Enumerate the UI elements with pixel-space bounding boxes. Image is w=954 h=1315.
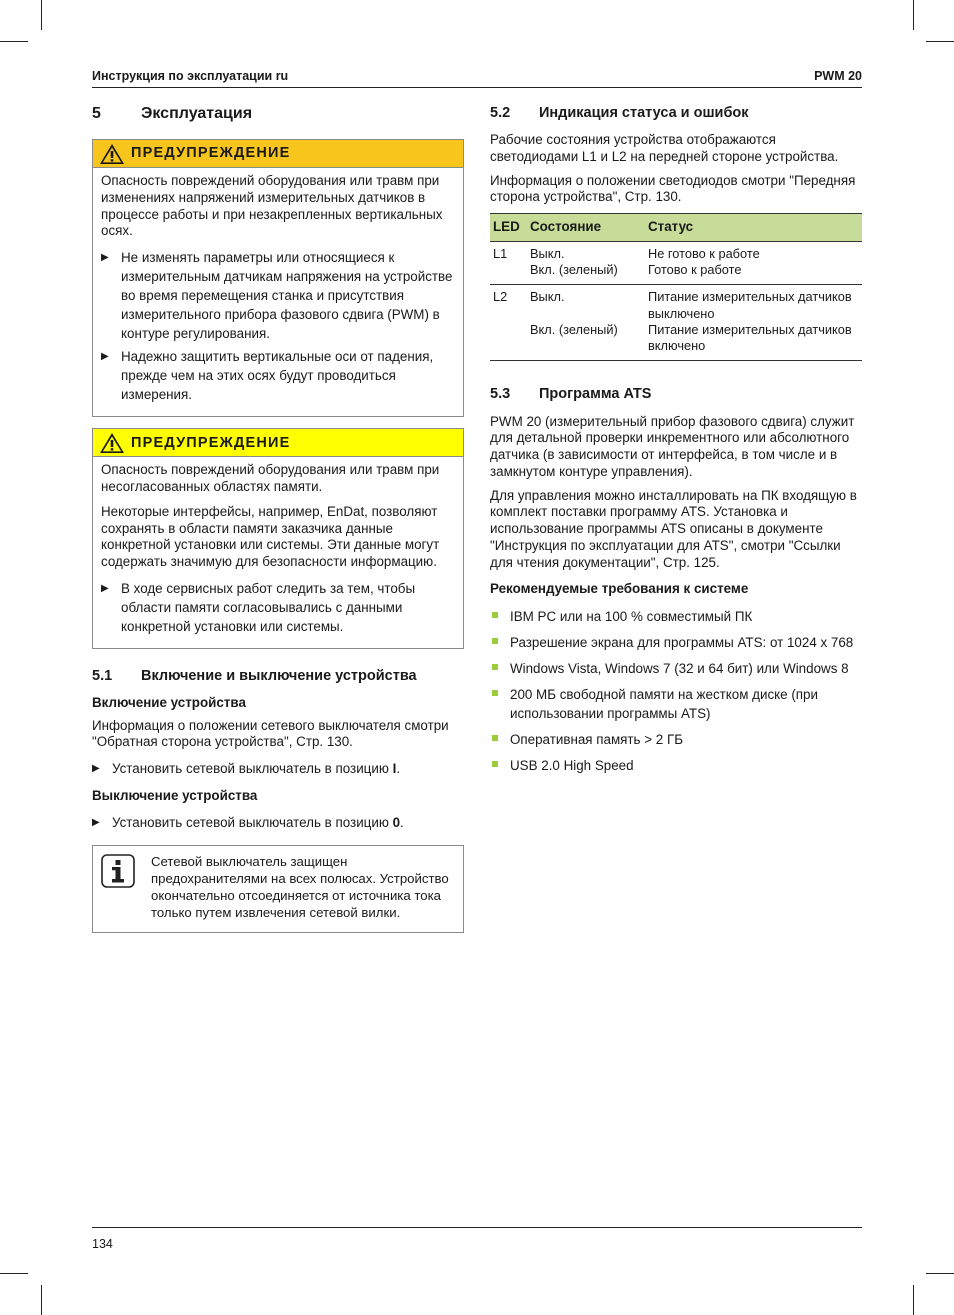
action-arrow-icon: ▶ bbox=[101, 582, 109, 594]
bullet-icon bbox=[490, 659, 510, 678]
page-number: 134 bbox=[92, 1237, 113, 1251]
crop-mark bbox=[41, 0, 42, 30]
crop-mark bbox=[926, 1273, 954, 1274]
warning-title: ПРЕДУПРЕЖДЕНИЕ bbox=[131, 434, 291, 451]
warning-header bbox=[93, 429, 463, 457]
status-cell: Питание измерительных датчиков выключено Питание измерительных датчиков включено bbox=[645, 285, 862, 361]
action-arrow-icon: ▶ bbox=[101, 351, 109, 363]
action-item bbox=[101, 579, 454, 636]
action-item bbox=[92, 815, 464, 832]
warning-box bbox=[92, 139, 464, 417]
list-item bbox=[490, 607, 862, 626]
header-product-name: PWM 20 bbox=[814, 69, 862, 83]
section-number: 5.1 bbox=[92, 667, 113, 684]
section-title: Программа ATS bbox=[539, 386, 652, 403]
section-5-heading bbox=[92, 104, 464, 124]
crop-mark bbox=[926, 41, 954, 42]
crop-mark bbox=[913, 1285, 914, 1315]
section-number: 5.3 bbox=[490, 386, 511, 403]
warning-box bbox=[92, 428, 464, 649]
action-arrow-icon: ▶ bbox=[92, 763, 100, 775]
list-item bbox=[490, 756, 862, 775]
info-icon bbox=[101, 854, 151, 922]
action-text: Надежно защитить вертикальные оси от падения, прежде чем на этих осях будут проводиться измерения. bbox=[121, 349, 434, 403]
list-item bbox=[490, 633, 862, 652]
action-text: В ходе сервисных работ следить за тем, чтобы области памяти согласовывались с данными конкретной установки или системы. bbox=[121, 580, 416, 634]
action-text: Установить сетевой выключатель в позицию 0. bbox=[112, 814, 404, 830]
switch-position: 0 bbox=[392, 814, 401, 830]
action-text: Установить сетевой выключатель в позицию I. bbox=[112, 761, 401, 777]
led-cell: L2 bbox=[490, 285, 527, 361]
bullet-icon bbox=[490, 685, 510, 723]
paragraph: Для управления можно инсталлировать на ПК входящую в комплект поставки программу ATS. Установка и использование программы ATS описаны в документе "Инструкция по эксплуатации для ATS", смотри "Ссылки для чтения документации", Стр. 125. bbox=[490, 487, 857, 570]
section-title: Эксплуатация bbox=[141, 105, 253, 122]
crop-mark bbox=[41, 1285, 42, 1315]
crop-mark bbox=[913, 0, 914, 30]
action-text: Не изменять параметры или относящиеся к измерительным датчикам напряжения на устройстве во время перемещения станка и присутствия измерительного прибора фазового сдвига (PWM) в контуре регулирования. bbox=[121, 250, 453, 342]
info-text: Сетевой выключатель защищен предохранителями на всех полюсах. Устройство окончательно отсоединяется от источника тока только путем извлечения сетевой вилки. bbox=[151, 854, 449, 921]
warning-text: Опасность повреждений оборудования или травм при изменениях напряжений измерительных датчиков в процессе работы и при незакрепленных вертикальных осях. bbox=[101, 173, 443, 239]
section-number: 5.2 bbox=[490, 105, 511, 121]
bullet-icon bbox=[490, 633, 510, 652]
list-item-text: USB 2.0 High Speed bbox=[510, 758, 634, 774]
page-footer bbox=[92, 1227, 862, 1251]
left-column bbox=[92, 104, 464, 933]
paragraph: Информация о положении сетевого выключателя смотри "Обратная сторона устройства", Стр. 130. bbox=[92, 717, 449, 750]
crop-mark bbox=[0, 1273, 28, 1274]
list-item bbox=[490, 730, 862, 749]
bullet-icon bbox=[490, 756, 510, 775]
list-item-text: Windows Vista, Windows 7 (32 и 64 бит) или Windows 8 bbox=[510, 661, 849, 677]
info-note-box bbox=[92, 845, 464, 933]
led-status-table bbox=[490, 213, 862, 361]
subheading-requirements: Рекомендуемые требования к системе bbox=[490, 581, 749, 597]
state-cell: Выкл. Вкл. (зеленый) bbox=[527, 285, 645, 361]
table-row bbox=[490, 285, 862, 361]
table-header-row bbox=[490, 214, 862, 242]
right-column bbox=[490, 104, 862, 782]
bullet-icon bbox=[490, 607, 510, 626]
warning-triangle-icon bbox=[99, 432, 125, 454]
status-cell: Не готово к работе Готово к работе bbox=[645, 241, 862, 285]
warning-triangle-icon bbox=[99, 143, 125, 165]
bullet-icon bbox=[490, 730, 510, 749]
warning-body bbox=[93, 457, 463, 648]
header-document-title: Инструкция по эксплуатации ru bbox=[92, 69, 289, 83]
led-cell: L1 bbox=[490, 241, 527, 285]
action-arrow-icon: ▶ bbox=[92, 816, 100, 828]
state-cell: Выкл. Вкл. (зеленый) bbox=[527, 241, 645, 285]
section-5-2-heading bbox=[490, 104, 862, 122]
list-item-text: Оперативная память > 2 ГБ bbox=[510, 732, 683, 748]
list-item bbox=[490, 659, 862, 678]
paragraph: Информация о положении светодиодов смотри "Передняя сторона устройства", Стр. 130. bbox=[490, 172, 856, 205]
action-item bbox=[101, 347, 454, 404]
subheading-switch-on: Включение устройства bbox=[92, 694, 246, 710]
section-title: Включение и выключение устройства bbox=[141, 667, 417, 684]
section-number: 5 bbox=[92, 105, 101, 122]
column-header: Состояние bbox=[527, 214, 645, 242]
warning-body bbox=[93, 168, 463, 416]
action-arrow-icon: ▶ bbox=[101, 252, 109, 263]
section-5-3-heading bbox=[490, 385, 862, 403]
switch-position: I bbox=[392, 761, 397, 777]
warning-header bbox=[93, 140, 463, 168]
paragraph: PWM 20 (измерительный прибор фазового сдвига) служит для детальной проверки инкрементного или абсолютного датчика (в зависимости от интерфейса, в том числе и в замкнутом контуре управления). bbox=[490, 413, 855, 479]
list-item-text: Разрешение экрана для программы ATS: от 1024 x 768 bbox=[510, 635, 854, 651]
action-item bbox=[92, 761, 464, 778]
list-item-text: IBM PC или на 100 % совместимый ПК bbox=[510, 609, 753, 624]
column-header: Статус bbox=[645, 214, 862, 242]
section-5-1-heading bbox=[92, 667, 464, 685]
warning-text: Некоторые интерфейсы, например, EnDat, позволяют сохранять в области памяти заказчика данные конкретной установки или системы. Эти данные могут содержать значимую для безопасности информацию. bbox=[101, 503, 440, 569]
subheading-switch-off: Выключение устройства bbox=[92, 787, 258, 803]
warning-text: Опасность повреждений оборудования или травм при несогласованных областях памяти. bbox=[101, 462, 440, 494]
action-item bbox=[101, 248, 454, 343]
list-item-text: 200 МБ свободной памяти на жестком диске (при использовании программы ATS) bbox=[510, 687, 818, 722]
section-title: Индикация статуса и ошибок bbox=[539, 105, 749, 121]
page-header bbox=[92, 69, 862, 88]
warning-title: ПРЕДУПРЕЖДЕНИЕ bbox=[131, 145, 291, 162]
column-header: LED bbox=[490, 214, 527, 242]
crop-mark bbox=[0, 41, 28, 42]
list-item bbox=[490, 685, 862, 723]
paragraph: Рабочие состояния устройства отображаются светодиодами L1 и L2 на передней стороне устройства. bbox=[490, 132, 839, 164]
table-row bbox=[490, 241, 862, 285]
